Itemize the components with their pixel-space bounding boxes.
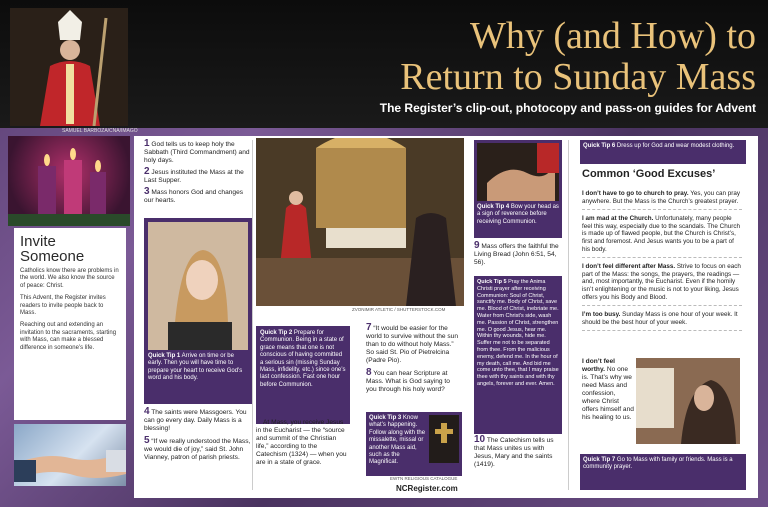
list-item: 4 The saints were Massgoers. You can go every day. Daily Mass is a blessing! xyxy=(144,406,247,432)
list-item: 5 “If we really understood the Mass, we would die of joy,” said St. John Vianney, patron of parish priests. xyxy=(144,435,251,461)
photo-credit: ZVONIMIR ATLETIC / SHUTTERSTOCK.COM xyxy=(352,307,446,312)
mass-ceremony-photo xyxy=(256,138,464,306)
catalogue-credit: EWTN RELIGIOUS CATALOGUE xyxy=(390,476,458,481)
excuse-item: I don’t have to go to church to pray. Yes, you can pray anywhere. But the Mass is the Church’s greatest prayer. xyxy=(582,190,742,210)
girl-photo xyxy=(148,222,248,350)
photo-credit: SAMUEL BARBOZA/CNA/IMAGO xyxy=(62,128,138,134)
tip-label: Quick Tip 4 xyxy=(477,204,510,210)
quick-tip-7: Quick Tip 7 Go to Mass with family or friends. Mass is a community prayer. xyxy=(580,454,746,490)
list-item: 9 Mass offers the faithful the Living Bread (John 6:51, 54, 56). xyxy=(474,240,559,266)
tip-label: Quick Tip 2 xyxy=(260,330,293,336)
tip-label: Quick Tip 6 xyxy=(583,143,616,149)
tip-label: Quick Tip 5 xyxy=(477,279,507,285)
quick-tip-4: Quick Tip 4 Bow your head as a sign of reverence before receiving Communion. xyxy=(474,140,562,238)
column-divider xyxy=(568,140,569,490)
website-link[interactable]: NCRegister.com xyxy=(396,484,458,493)
list-item: 8 You can hear Scripture at Mass. What is God saying to you through his holy word? xyxy=(366,367,450,393)
list-item: 6 At Mass, you receive Jesus in the Eucharist — the “source and summit of the Christian life,” according to the Catechism (1324) — when you are in a state of grace. xyxy=(256,416,347,466)
quick-tip-3: Quick Tip 3 Know what’s happening. Follow along with the missalette, missal or another Mass aid, such as the Magnificat. xyxy=(366,412,462,476)
excuse-item: I don’t feel worthy. No one is. That’s why we need Mass and confession, where Christ offers himself and his healing to us. xyxy=(582,358,634,421)
page-title xyxy=(140,16,756,98)
excuse-item: I don’t feel different after Mass. Strive to focus on each part of the Mass: the songs, the prayers, the readings — and, most importantly, the Eucharist. Even if the homily isn’t enlightening or the music is not to your liking, Jesus offers you his Body and Blood. xyxy=(582,263,742,306)
column-1 xyxy=(144,140,252,205)
page-subtitle: The Register’s clip-out, photocopy and pass-on guides for Advent xyxy=(379,101,756,115)
list-item: 2 Jesus instituted the Mass at the Last Supper. xyxy=(144,166,244,184)
invite-heading: Invite Someone xyxy=(20,233,85,265)
handshake-photo xyxy=(14,424,126,486)
quick-tip-1: Quick Tip 1 Arrive on time or be early. Then you will have time to prepare your heart to receive God’s word and his body. xyxy=(144,218,252,404)
tip-label: Quick Tip 1 xyxy=(148,353,181,359)
communion-hands-photo xyxy=(477,143,559,201)
title-line-1: Why (and How) to xyxy=(470,15,756,57)
missal-book-image xyxy=(429,415,459,463)
list-item: 10 The Catechism tells us that Mass unites us with Jesus, Mary and the saints (1419). xyxy=(474,434,554,468)
invite-panel xyxy=(14,228,126,420)
tip-label: Quick Tip 3 xyxy=(369,415,402,421)
column-2-right xyxy=(366,324,462,394)
quick-tip-5: Quick Tip 5 Pray the Anima Christi prayer after receiving Communion: Soul of Christ, sanctify me. Body of Christ, save me. Blood of Christ, inebriate me. Water from Christ’s side, wash me. Passion of Christ, strengthen me. O good Jesus, hear me. Within thy wounds, hide me. Suffer me not to be separated from thee. From the malicious enemy, defend me. In the hour of my death, call me. And bid me come unto thee, that I may praise thee with thy saints and with thy angels, forever and ever. Amen. xyxy=(474,276,562,434)
column-divider xyxy=(252,140,253,490)
list-item: 1 God tells us to keep holy the Sabbath (Third Commandment) and holy days. xyxy=(144,138,250,164)
invite-paragraph-2: This Advent, the Register invites readers to invite people back to Mass. xyxy=(20,295,106,317)
list-item: 3 Mass honors God and changes our hearts. xyxy=(144,186,244,204)
praying-woman-photo xyxy=(636,358,740,444)
advent-candles-photo xyxy=(8,136,130,226)
invite-paragraph-1: Catholics know there are problems in the world. We also know the source of peace: Christ. xyxy=(20,268,119,289)
pope-photo xyxy=(10,8,128,126)
excuses-list xyxy=(582,190,742,336)
list-item: 7 “It would be easier for the world to survive without the sun than to do without holy Mass.” So said St. Pio of Pietrelcina (Padre Pio). xyxy=(366,322,458,364)
clip-out-sheet xyxy=(134,136,758,498)
column-1-bottom xyxy=(144,408,252,462)
excuses-heading: Common ‘Good Excuses’ xyxy=(582,168,716,180)
tip-label: Quick Tip 7 xyxy=(583,457,616,463)
header-banner xyxy=(0,0,768,128)
title-line-2: Return to Sunday Mass xyxy=(400,56,756,98)
quick-tip-6: Quick Tip 6 Dress up for God and wear modest clothing. xyxy=(580,140,746,164)
invite-paragraph-3: Reaching out and extending an invitation to the sacraments, starting with Mass, can make a blessed difference in someone’s life. xyxy=(20,322,117,351)
quick-tip-2: Quick Tip 2 Prepare for Communion. Being in a state of grace means that one is not conscious of having committed a serious sin (missing Sunday Mass, infidelity, etc.) since one’s last confession. Fast one hour before Communion. xyxy=(256,326,350,424)
excuse-item: I am mad at the Church. Unfortunately, many people feel this way, especially due to the scandals. The Church is made up of flawed people, but the Church is Christ’s, first and foremost. And Jesus wants you to be a part of his body. xyxy=(582,215,742,258)
excuse-item: I’m too busy. Sunday Mass is one hour of your week. It should be the best hour of your week. xyxy=(582,311,742,331)
